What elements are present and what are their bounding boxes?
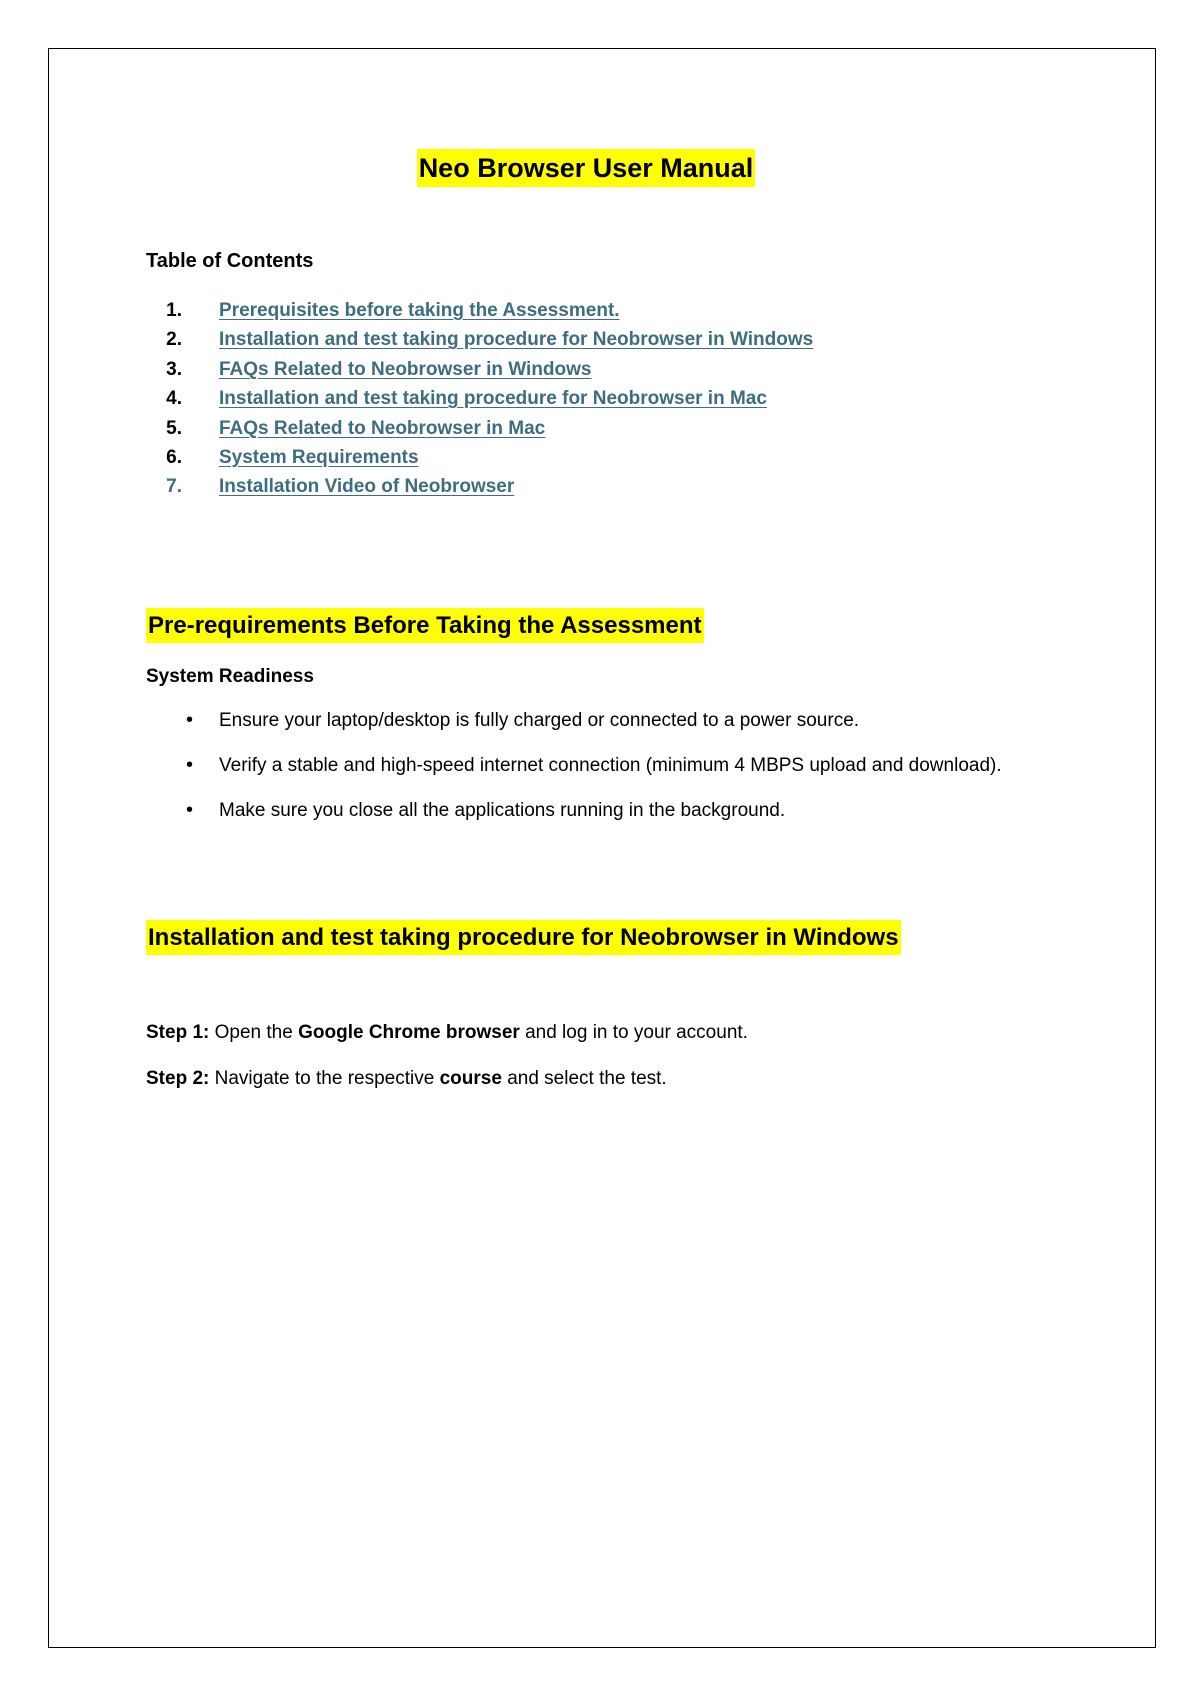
system-readiness-list [146, 706, 1006, 841]
toc-item-number: 1. [166, 300, 182, 321]
toc-item-faqs-windows [146, 355, 813, 384]
toc-link-faqs-windows[interactable]: FAQs Related to Neobrowser in Windows [219, 358, 592, 380]
toc-link-install-mac[interactable]: Installation and test taking procedure for Neobrowser in Mac [219, 388, 767, 410]
step-2-text-b: and select the test. [501, 1068, 667, 1089]
list-item [146, 751, 1006, 780]
list-item-text: Verify a stable and high-speed internet connection (minimum 4 MBPS upload and download). [219, 755, 1002, 776]
toc-item-installation-video [146, 472, 813, 501]
toc-link-prerequisites[interactable]: Prerequisites before taking the Assessment. [219, 300, 620, 321]
step-1 [146, 1019, 748, 1047]
toc-item-faqs-mac [146, 414, 813, 443]
step-1-bold: Google Chrome browser [298, 1022, 520, 1043]
toc-link-faqs-mac[interactable]: FAQs Related to Neobrowser in Mac [219, 417, 546, 439]
bullet-icon: • [186, 754, 194, 776]
page-border [48, 48, 1156, 1648]
bullet-icon: • [186, 799, 194, 821]
toc-link-install-windows[interactable]: Installation and test taking procedure for Neobrowser in Windows [219, 329, 814, 351]
toc-item-system-requirements [146, 443, 813, 472]
toc-heading: Table of Contents [146, 250, 314, 272]
toc-link-installation-video[interactable]: Installation Video of Neobrowser [219, 476, 515, 498]
install-windows-heading-text: Installation and test taking procedure for Neobrowser in Windows [146, 920, 901, 955]
prereq-heading [146, 608, 704, 644]
toc-item-number: 2. [166, 329, 182, 351]
step-2-text-a: Navigate to the respective [209, 1068, 440, 1089]
step-1-text-b: and log in to your account. [519, 1022, 748, 1043]
toc-item-install-mac [146, 384, 813, 413]
toc-link-system-requirements[interactable]: System Requirements [219, 446, 419, 468]
list-item-text: Ensure your laptop/desktop is fully charged or connected to a power source. [219, 710, 860, 731]
table-of-contents [146, 296, 813, 502]
list-item [146, 796, 1006, 825]
list-item [146, 706, 1006, 735]
document-title-text: Neo Browser User Manual [417, 149, 756, 187]
toc-item-number: 5. [166, 417, 182, 439]
system-readiness-heading: System Readiness [146, 666, 314, 687]
bullet-icon: • [186, 709, 194, 731]
list-item-text: Make sure you close all the applications running in the background. [219, 800, 786, 821]
toc-item-number: 3. [166, 358, 182, 380]
toc-item-prerequisites [146, 296, 813, 325]
toc-item-install-windows [146, 325, 813, 354]
step-1-text-a: Open the [209, 1022, 299, 1043]
toc-item-number: 7. [166, 476, 182, 498]
install-windows-heading [146, 920, 901, 956]
toc-item-number: 4. [166, 388, 182, 410]
prereq-heading-text: Pre-requirements Before Taking the Assessment [146, 608, 704, 643]
step-2 [146, 1065, 667, 1093]
document-title [146, 148, 1026, 188]
toc-item-number: 6. [166, 446, 182, 468]
step-1-label: Step 1: [146, 1022, 210, 1043]
step-2-bold: course [439, 1068, 502, 1089]
step-2-label: Step 2: [146, 1068, 210, 1089]
